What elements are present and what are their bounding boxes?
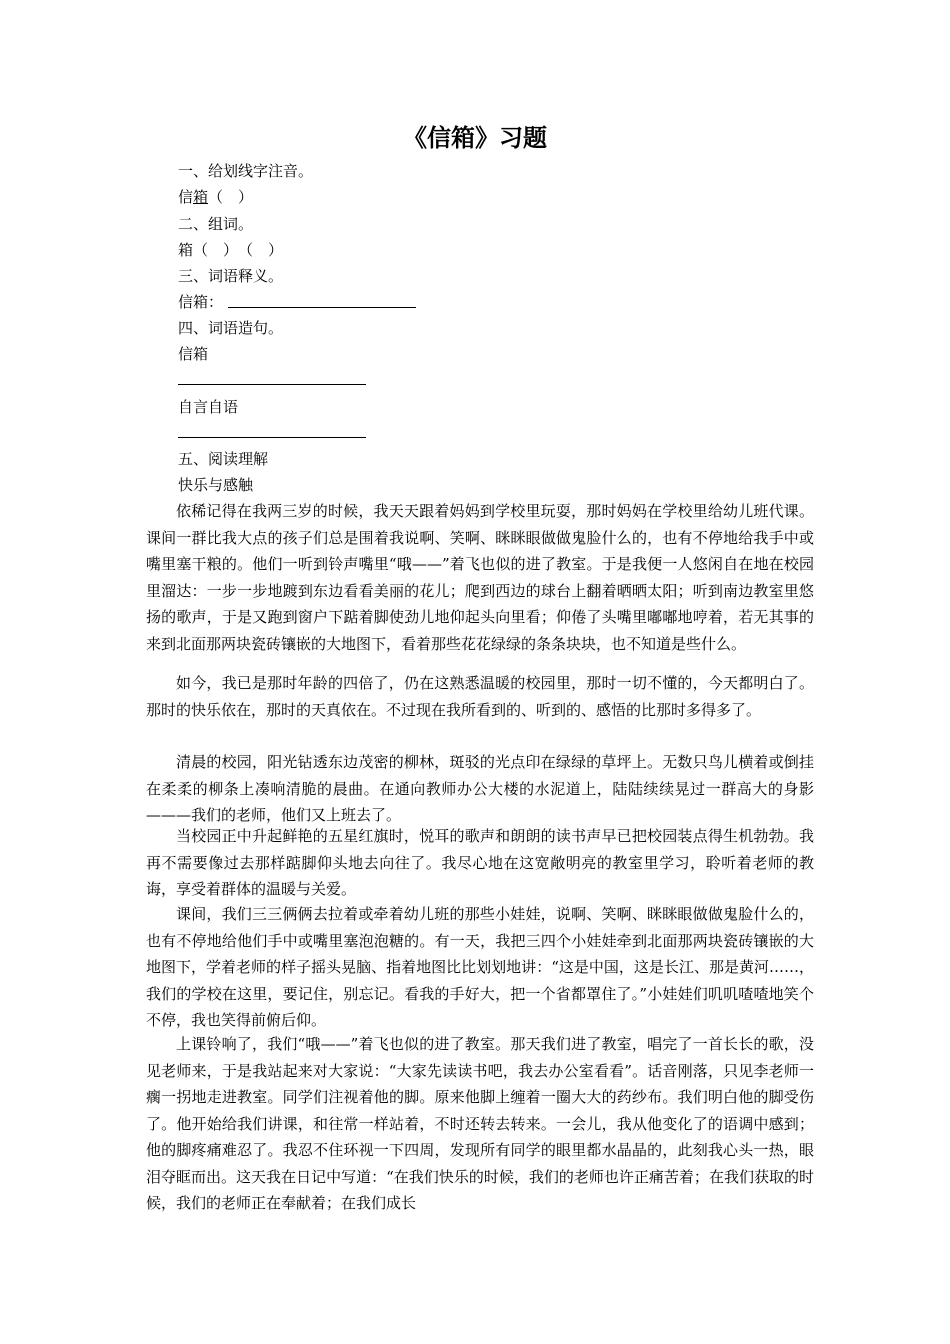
- q4-answer-line-1: [178, 384, 366, 385]
- q1-item: [178, 184, 253, 210]
- page-title: 《信箱》习题: [403, 124, 547, 152]
- q2-heading: 二、组词。: [178, 215, 254, 233]
- q1-heading: 一、给划线字注音。: [178, 162, 314, 180]
- q4-answer-line-2: [178, 437, 366, 438]
- q1-item-underlined-char: 箱: [193, 188, 209, 206]
- passage-paragraph: 清晨的校园，阳光钻透东边茂密的柳林，斑驳的光点印在绿绿的草坪上。无数只鸟儿横着或倒挂在柔柔的柳条上凑响清脆的晨曲。在通向教师办公大楼的水泥道上，陆陆续续晃过一群高大的身影———我们的老师，他们又上班去了。: [146, 753, 814, 824]
- q3-heading: 三、词语释义。: [178, 267, 284, 285]
- q1-item-before: 信: [178, 188, 194, 206]
- q5-heading: 五、阅读理解: [178, 450, 269, 468]
- q3-item: 信箱：: [178, 293, 224, 311]
- q1-item-blank: （ ）: [208, 188, 254, 206]
- q2-item: 箱（ ） （ ）: [178, 241, 284, 259]
- passage-paragraph: 课间，我们三三俩俩去拉着或牵着幼儿班的那些小娃娃，说啊、笑啊、眯眯眼做做鬼脸什么的，也有不停地给他们手中或嘴里塞泡泡糖的。有一天，我把三四个小娃娃牵到北面那两块瓷砖镶嵌的大地图下，学着老师的样子摇头晃脑、指着地图比比划划地讲：“这是中国，这是长江、那是黄河……，我们的学校在这里，要记住，别忘记。看我的手好大，把一个省都罩住了。”小娃娃们叽叽喳喳地笑个不停，我也笑得前俯后仰。: [146, 905, 814, 1029]
- q4-heading: 四、词语造句。: [178, 319, 284, 337]
- q4-word-2: 自言自语: [178, 398, 239, 416]
- passage-paragraph: 当校园正中升起鲜艳的五星红旗时，悦耳的歌声和朗朗的读书声早已把校园装点得生机勃勃。我再不需要像过去那样踮脚仰头地去向往了。我尽心地在这宽敞明亮的教室里学习，聆听着老师的教诲，享受着群体的温暖与关爱。: [146, 827, 814, 898]
- passage-title: 快乐与感触: [178, 476, 254, 494]
- passage-paragraph: 依稀记得在我两三岁的时候，我天天跟着妈妈到学校里玩耍，那时妈妈在学校里给幼儿班代课。课间一群比我大点的孩子们总是围着我说啊、笑啊、眯眯眼做做鬼脸什么的，也有不停地给我手中或嘴里塞干粮的。他们一听到铃声嘴里“哦——”着飞也似的进了教室。于是我便一人悠闲自在地在校园里溜达：一步一步地踱到东边看看美丽的花儿；爬到西边的球台上翻着晒晒太阳；听到南边教室里悠扬的歌声，于是又跑到窗户下踮着脚使劲儿地仰起头向里看；仰倦了头嘴里嘟嘟地哼着，若无其事的来到北面那两块瓷砖镶嵌的大地图下，看着那些花花绿绿的条条块块，也不知道是些什么。: [146, 502, 814, 653]
- passage-paragraph: 如今，我已是那时年龄的四倍了，仍在这熟悉温暖的校园里，那时一切不懂的，今天都明白了。那时的快乐依在，那时的天真依在。不过现在我所看到的、听到的、感悟的比那时多得多了。: [146, 674, 814, 719]
- q4-word-1: 信箱: [178, 345, 209, 363]
- q3-answer-line: [228, 307, 416, 308]
- passage-paragraph: 上课铃响了，我们“哦——”着飞也似的进了教室。那天我们进了教室，唱完了一首长长的歌，没见老师来，于是我站起来对大家说：“大家先读读书吧，我去办公室看看”。话音刚落，只见李老师一瘸一拐地走进教室。同学们注视着他的脚。原来他脚上缠着一圈大大的药纱布。我们明白他的脚受伤了。他开始给我们讲课，和往常一样站着，不时还转去转来。一会儿，我从他变化了的语调中感到；他的脚疼痛难忍了。我忍不住环视一下四周，发现所有同学的眼里都水晶晶的，此刻我心头一热，眼泪夺眶而出。这天我在日记中写道：“在我们快乐的时候，我们的老师也许正痛苦着；在我们获取的时候，我们的老师正在奉献着；在我们成长: [146, 1035, 814, 1212]
